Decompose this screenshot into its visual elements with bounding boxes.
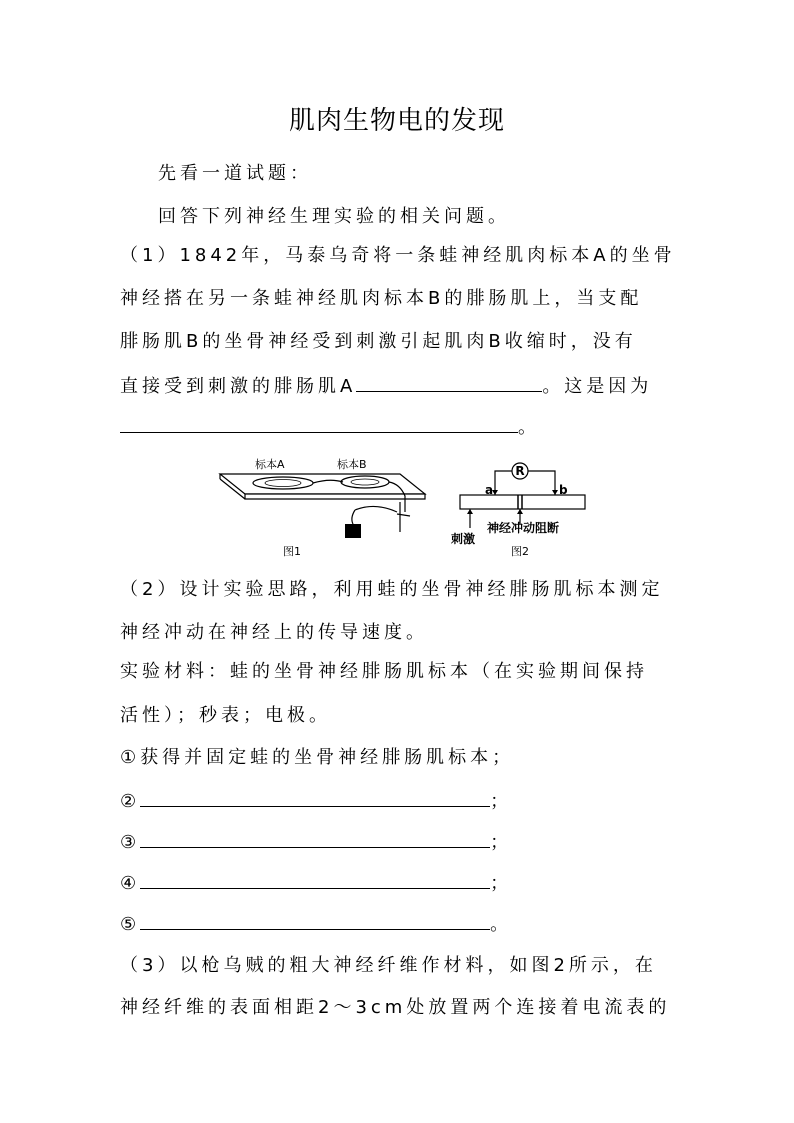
step-2 (120, 788, 676, 814)
q1-line-1: （1）1842年，马泰乌奇将一条蛙神经肌肉标本A的坐骨 (120, 245, 676, 266)
page-title: 肌肉生物电的发现 (288, 106, 505, 136)
fig2-block-label: 神经冲动阻断 (487, 521, 560, 535)
q1-line-5-end: 。 (518, 417, 540, 438)
figure-1 (220, 457, 425, 558)
step-4 (120, 870, 676, 896)
fig2-meter-label: R (515, 464, 525, 478)
step-3 (120, 829, 676, 855)
answer-blank-step-5[interactable] (140, 911, 490, 930)
q1-line-4-end: 。这是因为 (542, 376, 653, 397)
q3-line-2: 神经纤维的表面相距2～3cm处放置两个连接着电流表的 (120, 997, 671, 1018)
fig1-label-a: 标本A (255, 458, 285, 471)
q3-line-1: （3）以枪乌贼的粗大神经纤维作材料，如图2所示，在 (120, 955, 657, 976)
q2-line-1: （2）设计实验思路，利用蛙的坐骨神经腓肠肌标本测定 (120, 579, 664, 600)
q1-line-3: 腓肠肌B的坐骨神经受到刺激引起肌肉B收缩时，没有 (120, 331, 637, 352)
q2-line-2: 神经冲动在神经上的传导速度。 (120, 622, 428, 643)
answer-blank-step-2[interactable] (140, 788, 490, 807)
q1-line-4-text: 直接受到刺激的腓肠肌A (120, 376, 357, 397)
step-1: ①获得并固定蛙的坐骨神经腓肠肌标本； (120, 747, 515, 768)
q1-line-2: 神经搭在另一条蛙神经肌肉标本B的腓肠肌上，当支配 (120, 288, 643, 309)
step-2-end: ； (490, 791, 513, 812)
step-4-number: ④ (120, 873, 141, 894)
materials-line-1: 实验材料：蛙的坐骨神经腓肠肌标本（在实验期间保持 (120, 661, 648, 682)
fig2-caption: 图2 (511, 545, 529, 558)
answer-blank-step-3[interactable] (140, 829, 490, 848)
figure-2 (451, 463, 585, 558)
q1-line-5 (120, 414, 676, 440)
intro-line-1: 先看一道试题： (158, 163, 312, 184)
intro-line-2: 回答下列神经生理实验的相关问题。 (158, 206, 510, 227)
answer-blank-2[interactable] (120, 414, 518, 433)
fig2-point-b: b (559, 483, 568, 497)
answer-blank-step-4[interactable] (140, 870, 490, 889)
fig1-caption: 图1 (283, 545, 301, 558)
step-5-number: ⑤ (120, 914, 141, 935)
materials-line-2: 活性）；秒表；电极。 (120, 705, 331, 726)
answer-blank-1[interactable] (356, 373, 542, 392)
step-3-number: ③ (120, 832, 141, 853)
q1-line-4 (120, 373, 676, 399)
fig2-stimulus-label: 刺激 (451, 532, 476, 546)
step-5 (120, 911, 676, 937)
step-4-end: ； (490, 873, 513, 894)
fig1-label-b: 标本B (337, 458, 367, 471)
step-5-end: 。 (490, 914, 513, 935)
figures (215, 452, 595, 562)
fig2-point-a: a (485, 483, 494, 497)
step-3-end: ； (490, 832, 513, 853)
figure-illustrations (215, 452, 595, 562)
step-2-number: ② (120, 791, 141, 812)
